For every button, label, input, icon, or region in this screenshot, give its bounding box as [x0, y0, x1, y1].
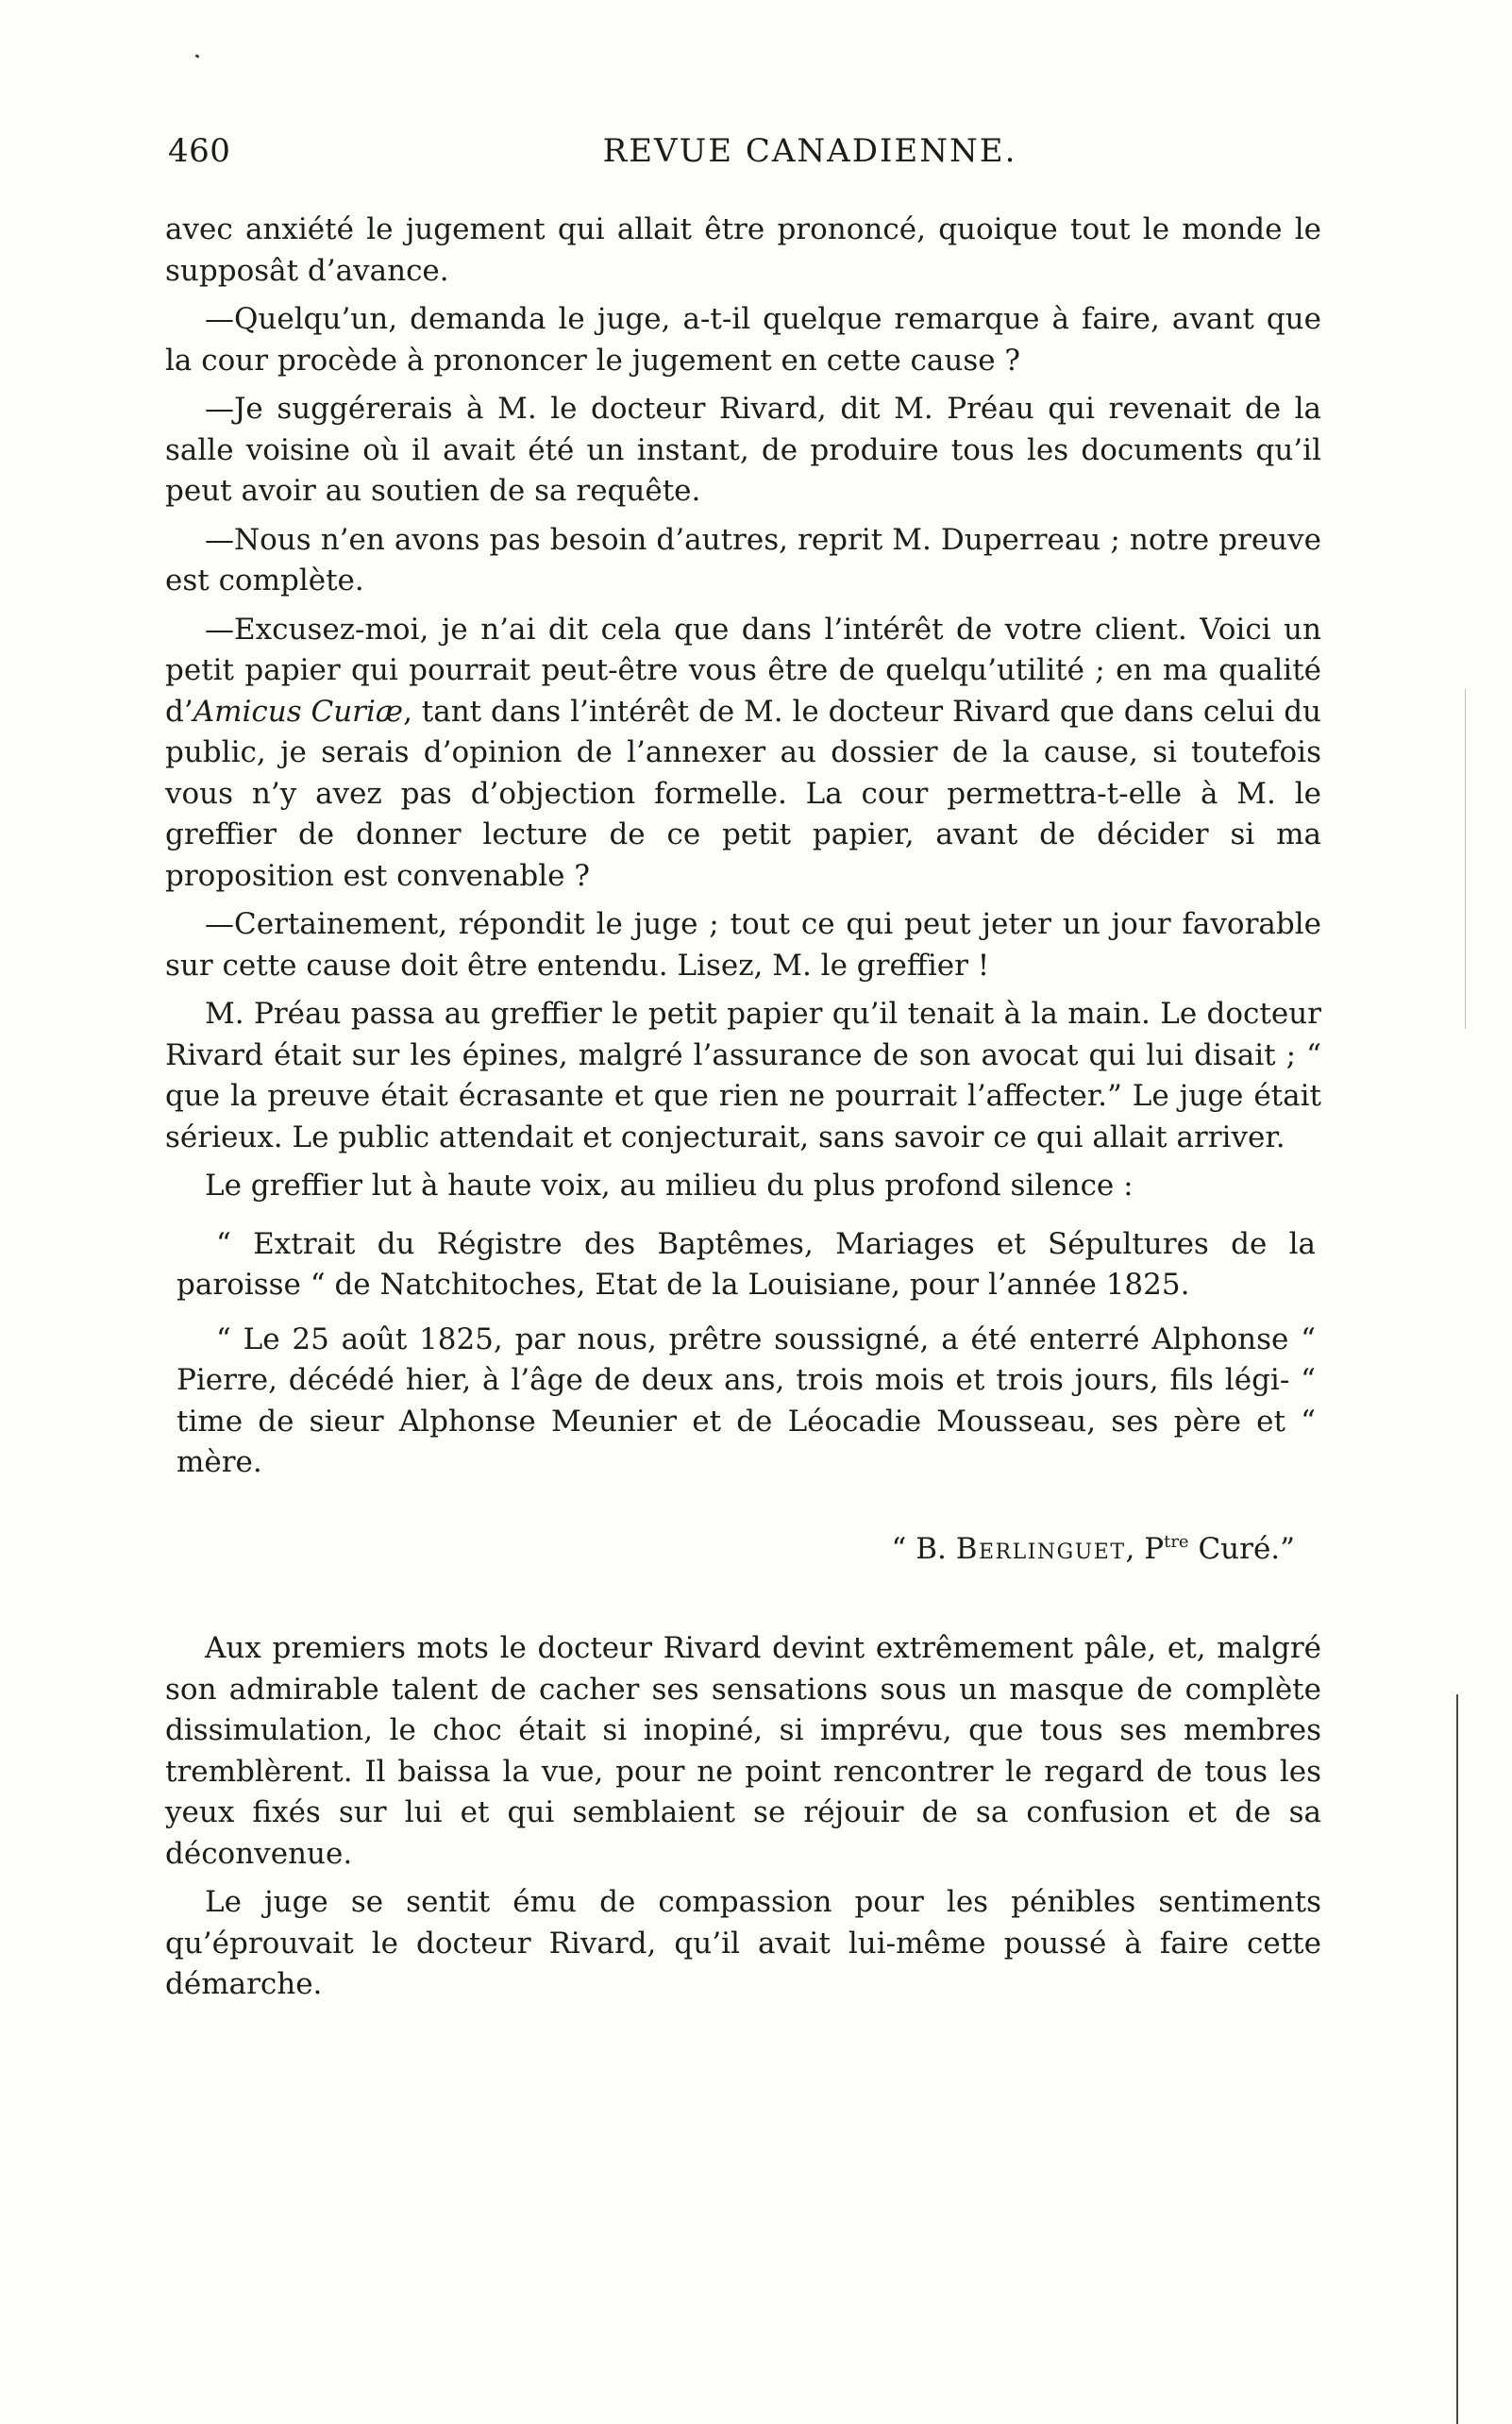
paragraph-continuation: avec anxiété le jugement qui allait être prononcé, quoique tout le monde le supposât d’avance.	[165, 212, 1321, 288]
paragraph-duperreau-reply: —Nous n’en avons pas besoin d’autres, reprit M. Duperreau ; notre preuve est complète.	[165, 522, 1321, 598]
register-extract-entry: “ Le 25 août 1825, par nous, prêtre soussigné, a été enterré Alphonse “ Pierre, décédé hier, à l’âge de deux ans, trois mois et trois jours, fils légi- “ time de sieur Alphonse Meunier et de Léocadie Mousseau, ses père et “ mère.	[176, 1321, 1316, 1479]
signature-mid: , P	[1125, 1531, 1165, 1566]
page-number: 460	[168, 132, 231, 170]
paragraph-preau-suggestion: —Je suggérerais à M. le docteur Rivard, dit M. Préau qui revenait de la salle voisine où il avait été un instant, de produire tous les documents qu’il peut avoir au soutien de sa requête.	[165, 392, 1321, 508]
excuse-text-start: —Excusez-moi, je n’ai dit cela que dans l’intérêt de votre client. Voici un petit papier qui pourrait peut-être vous être de quelqu’utilité ; en ma qualité d’	[165, 612, 1321, 729]
excuse-text-end: , tant dans l’intérêt de M. le docteur Rivard que dans celui du public, je serais d’opinion de l’annexer au dossier de la cause, si toutefois vous n’y avez pas d’objection formelle. La cour permettra-t-elle à M. le greffier de donner lecture de ce petit papier, avant de décider si ma proposition est convenable ?	[165, 694, 1321, 893]
register-extract	[165, 1224, 1321, 1571]
register-extract-heading: “ Extrait du Régistre des Baptêmes, Mariages et Sépultures de la paroisse “ de Natchitoches, Etat de la Louisiane, pour l’année 1825.	[176, 1226, 1316, 1302]
signature-name: Berlinguet	[955, 1531, 1126, 1566]
signature-open: “ B.	[891, 1531, 956, 1566]
paragraph-judge-question: —Quelqu’un, demanda le juge, a-t-il quelque remarque à faire, avant que la cour procède à prononcer le jugement en cette cause ?	[165, 302, 1321, 378]
signature-close: Curé.”	[1188, 1531, 1295, 1566]
page-header	[168, 132, 1319, 179]
margin-scan-line-faint	[1465, 689, 1466, 1029]
amicus-curiae-italic: Amicus Curiæ	[193, 694, 404, 729]
paragraph-judge-answer: —Certainement, répondit le juge ; tout ce qui peut jeter un jour favorable sur cette cause doit être entendu. Lisez, M. le greffier !	[165, 907, 1321, 983]
body-text	[165, 210, 1321, 2006]
paragraph-preau-passes-paper: M. Préau passa au greffier le petit papier qu’il tenait à la main. Le docteur Rivard était sur les épines, malgré l’assurance de son avocat qui lui disait ; “ que la preuve était écrasante et que rien ne pourrait l’affecter.” Le juge était sérieux. Le public attendait et conjecturait, sans savoir ce qui allait arriver.	[165, 997, 1321, 1154]
signature-superscript: tre	[1164, 1531, 1189, 1552]
margin-scan-line	[1456, 1694, 1458, 2424]
ink-speck	[195, 54, 200, 59]
paragraph-greffier-reads: Le greffier lut à haute voix, au milieu du plus profond silence :	[205, 1169, 1134, 1203]
paragraph-judge-compassion: Le juge se sentit ému de compassion pour les pénibles sentiments qu’éprouvait le docteur Rivard, qu’il avait lui-même poussé à faire cette démarche.	[165, 1885, 1321, 2001]
paragraph-rivard-reaction: Aux premiers mots le docteur Rivard devint extrêmement pâle, et, malgré son admirable talent de cacher ses sensations sous un masque de complète dissimulation, le choc était si inopiné, si imprévu, que tous ses membres tremblèrent. Il baissa la vue, pour ne point rencontrer le regard de tous les yeux fixés sur lui et qui semblaient se réjouir de sa confusion et de sa déconvenue.	[165, 1631, 1321, 1871]
running-title: REVUE CANADIENNE.	[602, 132, 1017, 170]
register-signature	[176, 1522, 1316, 1571]
paragraph-preau-excuse	[165, 610, 1321, 898]
